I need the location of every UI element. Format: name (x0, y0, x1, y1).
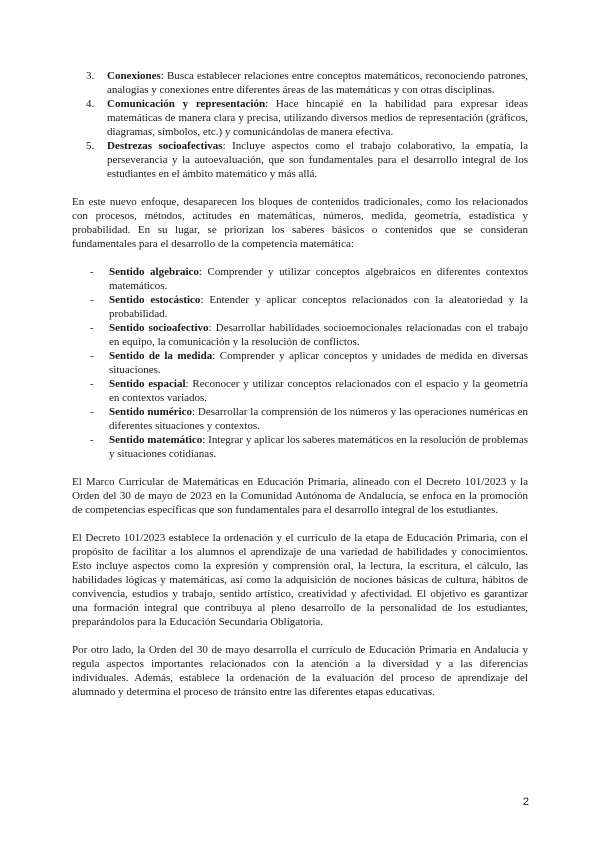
list-number: 3. (86, 70, 95, 82)
paragraph: Por otro lado, la Orden del 30 de mayo desarrolla el currículo de Educación Primaria en Andalucía y regula aspectos importantes relacionados con la atención a la diversidad y a las diferencias individuales. Además, establece la ordenación de la evaluación del proceso de aprendizaje del alumnado y determina el proceso de tránsito entre las diferentes etapas educativas. (72, 644, 528, 698)
list-item (72, 321, 528, 349)
list-text: : Entender y aplicar conceptos relacionados con la aleatoriedad y la probabilidad. (109, 294, 528, 320)
list-item (72, 377, 528, 405)
list-item (72, 433, 528, 461)
list-dash: - (90, 266, 94, 278)
dash-list (72, 265, 528, 461)
list-term: Sentido algebraico (109, 266, 199, 278)
list-term: Sentido matemático (109, 434, 203, 446)
list-term: Sentido espacial (109, 378, 186, 390)
list-term: Sentido de la medida (109, 350, 213, 362)
list-item (72, 265, 528, 293)
list-number: 4. (86, 98, 95, 110)
document-body (72, 69, 528, 713)
list-term: Sentido numérico (109, 406, 192, 418)
list-term: Comunicación y representación (107, 98, 266, 110)
list-item (72, 405, 528, 433)
paragraph: El Decreto 101/2023 establece la ordenación y el currículo de la etapa de Educación Primaria, con el propósito de facilitar a los alumnos el aprendizaje de una variedad de habilidades y conocimientos. Esto incluye aspectos como la expresión y comprensión oral, la lectura, la escritura, el cálculo, las habilidades lógicas y matemáticas, así como la adquisición de nociones básicas de cultura, hábitos de convivencia, estudios y trabajo, sentido artístico, creatividad y afectividad. El objetivo es garantizar una formación integral que contribuya al pleno desarrollo de la personalidad de los estudiantes, preparándolos para la Educación Secundaria Obligatoria. (72, 532, 528, 628)
list-dash: - (90, 322, 94, 334)
list-text: : Desarrollar la comprensión de los números y las operaciones numéricas en diferentes situaciones y contextos. (109, 406, 528, 432)
list-term: Sentido socioafectivo (109, 322, 209, 334)
paragraph: El Marco Curricular de Matemáticas en Educación Primaria, alineado con el Decreto 101/2023 y la Orden del 30 de mayo de 2023 en la Comunidad Autónoma de Andalucía, se enfoca en la promoción de competencias específicas que son fundamentales para el desarrollo integral de los estudiantes. (72, 476, 528, 516)
list-text: : Comprender y utilizar conceptos algebraicos en diferentes contextos matemáticos. (109, 266, 528, 292)
list-dash: - (90, 434, 94, 446)
list-dash: - (90, 378, 94, 390)
list-dash: - (90, 350, 94, 362)
page-number: 2 (522, 796, 529, 808)
list-item (72, 97, 528, 139)
paragraph: En este nuevo enfoque, desaparecen los bloques de contenidos tradicionales, como los relacionados con procesos, métodos, actitudes en matemáticas, números, medida, geometría, estadística y probabilidad. En su lugar, se priorizan los saberes básicos o contenidos que se consideran fundamentales para el desarrollo de la competencia matemática: (72, 196, 528, 250)
list-item (72, 69, 528, 97)
list-text: : Integrar y aplicar los saberes matemáticos en la resolución de problemas y situaciones cotidianas. (109, 434, 528, 460)
list-text: : Comprender y aplicar conceptos y unidades de medida en diversas situaciones. (109, 350, 528, 376)
list-text: : Incluye aspectos como el trabajo colaborativo, la empatía, la perseverancia y la autoevaluación, que son fundamentales para el desarrollo integral de los estudiantes en el ámbito matemático y más allá. (107, 140, 528, 180)
list-item (72, 139, 528, 181)
list-text: : Busca establecer relaciones entre conceptos matemáticos, reconociendo patrones, analogías y conexiones entre diferentes áreas de las matemáticas y con otras disciplinas. (107, 70, 528, 96)
list-term: Sentido estocástico (109, 294, 201, 306)
list-term: Destrezas socioafectivas (107, 140, 223, 152)
list-item (72, 293, 528, 321)
list-dash: - (90, 294, 94, 306)
list-term: Conexiones (107, 70, 161, 82)
list-number: 5. (86, 140, 95, 152)
numbered-list (72, 69, 528, 181)
list-text: : Reconocer y utilizar conceptos relacionados con el espacio y la geometría en contextos variados. (109, 378, 528, 404)
list-dash: - (90, 406, 94, 418)
list-item (72, 349, 528, 377)
list-text: : Hace hincapié en la habilidad para expresar ideas matemáticas de manera clara y precisa, utilizando diversos medios de representación (gráficos, diagramas, símbolos, etc.) y comunicándolas de manera efectiva. (107, 98, 528, 138)
list-text: : Desarrollar habilidades socioemocionales relacionadas con el trabajo en equipo, la comunicación y la resolución de conflictos. (109, 322, 528, 348)
